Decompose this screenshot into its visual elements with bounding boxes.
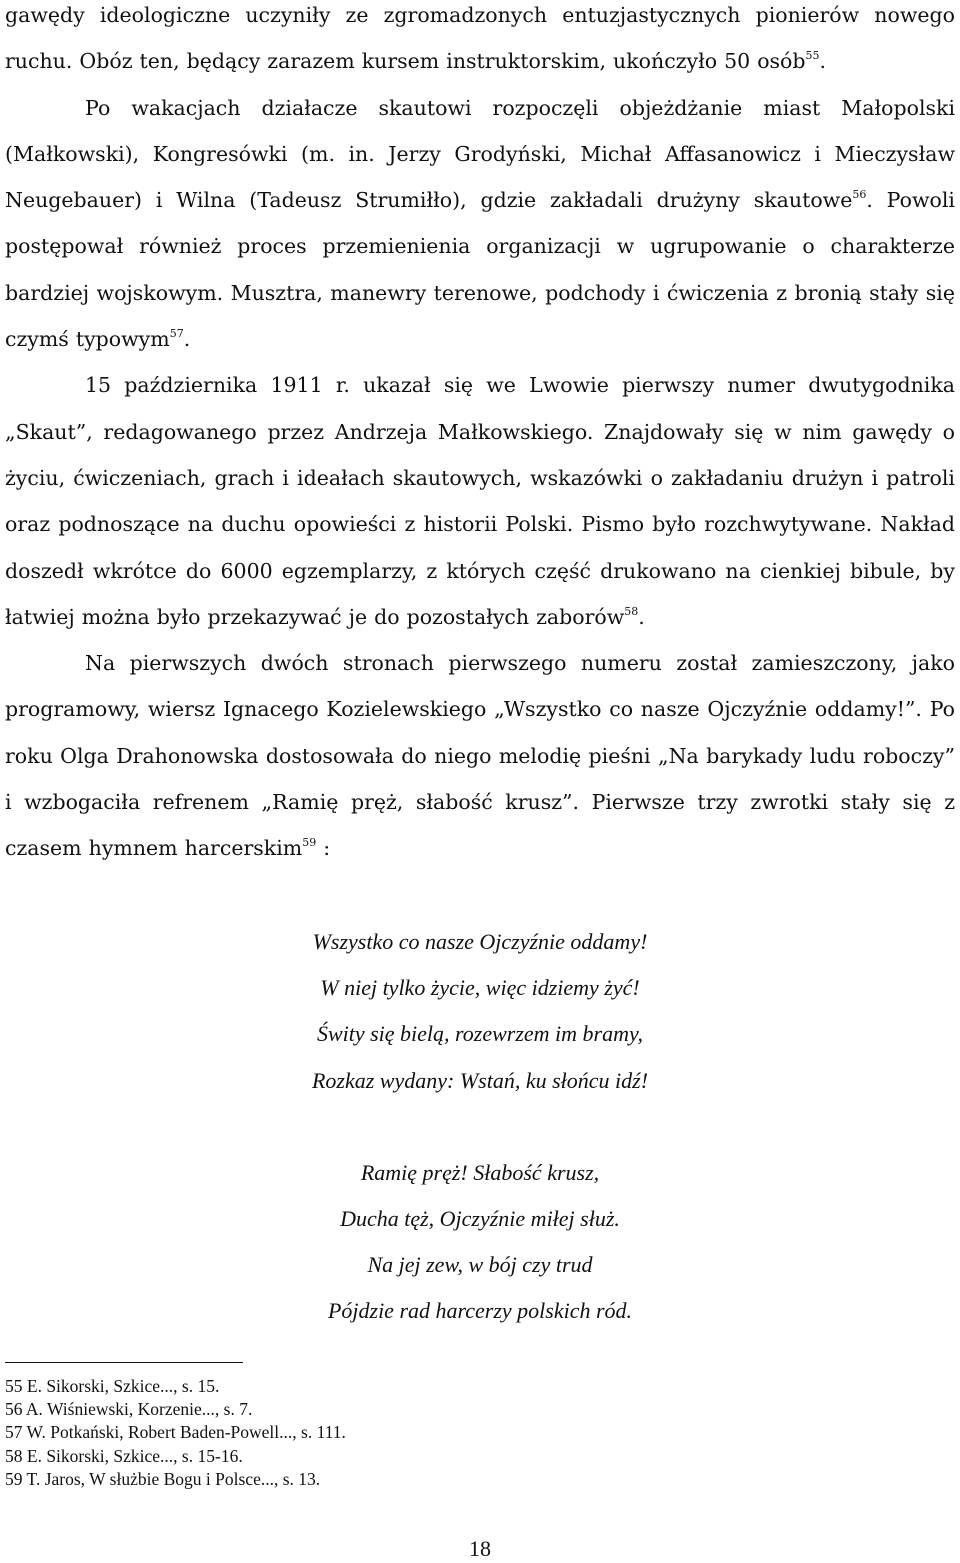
footnote-58: 58 E. Sikorski, Szkice..., s. 15-16. (5, 1445, 243, 1466)
footnote-ref-59[interactable]: 59 (302, 836, 317, 850)
poem-stanza-1 (0, 919, 960, 1104)
paragraph-2-end: . (183, 327, 191, 352)
page-number: 18 (469, 1536, 491, 1561)
footnote-57: 57 W. Potkański, Robert Baden-Powell..., s. 111. (5, 1422, 346, 1443)
footnote-ref-56[interactable]: 56 (852, 188, 867, 202)
footnote-ref-55[interactable]: 55 (805, 49, 820, 63)
footnote-separator (5, 1362, 243, 1363)
paragraph-3 (5, 362, 955, 640)
poem-line: Pójdzie rad harcerzy polskich ród. (327, 1298, 633, 1324)
footnote-59: 59 T. Jaros, W służbie Bogu i Polsce..., s. 13. (5, 1468, 321, 1489)
paragraph-2-text: Po wakacjach działacze skautowi rozpoczęli objeżdżanie miast Małopolski (Małkowski), Kongresówki (m. in. Jerzy Grodyński, Michał Affasanowicz i Mieczysław Neugebauer) i Wilna (Tadeusz Strumiłło), gdzie zakładali drużyny skautowe (5, 95, 955, 213)
paragraph-1-end: . (819, 49, 827, 74)
footnote-55: 55 E. Sikorski, Szkice..., s. 15. (5, 1376, 220, 1396)
paragraph-4-end: : (316, 836, 331, 861)
paragraph-3-end: . (638, 604, 645, 629)
poem-line: Rozkaz wydany: Wstań, ku słońcu idź! (311, 1067, 649, 1093)
paragraph-4-text: Na pierwszych dwóch stronach pierwszego numeru został zamieszczony, jako programowy, wiersz Ignacego Kozielewskiego „Wszystko co nasze Ojczyźnie oddamy!”. Po roku Olga Drahonowska dostosowała do niego melodię pieśni „Na barykady ludu roboczy” i wzbogaciła refrenem „Ramię pręż, słabość krusz”. Pierwsze trzy zwrotki stały się z czasem hymnem harcerskim (5, 651, 955, 861)
paragraph-4 (5, 640, 955, 871)
poem-line: Ramię pręż! Słabość krusz, (360, 1159, 600, 1185)
footnote-56: 56 A. Wiśniewski, Korzenie..., s. 7. (5, 1399, 253, 1420)
footnote-ref-58[interactable]: 58 (624, 604, 639, 618)
footnotes (5, 1375, 346, 1491)
paragraph-3-text: 15 października 1911 r. ukazał się we Lwowie pierwszy numer dwutygodnika „Skaut”, redagowanego przez Andrzeja Małkowskiego. Znajdowały się w nim gawędy o życiu, ćwiczeniach, grach i ideałach skautowych, wskazówki o zakładaniu drużyn i patroli oraz podnoszące na duchu opowieści z historii Polski. Pismo było rozchwytywane. Nakład doszedł wkrótce do 6000 egzemplarzy, z których część drukowano na cienkiej bibule, by łatwiej można było przekazywać je do pozostałych zaborów (5, 373, 955, 629)
body-text (5, 0, 955, 872)
footnote-ref-57[interactable]: 57 (169, 327, 184, 341)
poem (0, 919, 960, 1381)
paragraph-2 (5, 85, 955, 363)
paragraph-1-text: gawędy ideologiczne uczyniły ze zgromadzonych entuzjastycznych pionierów nowego ruchu. Obóz ten, będący zarazem kursem instruktorskim, ukończyło 50 osób (5, 3, 955, 74)
paragraph-1 (5, 0, 955, 85)
poem-line: W niej tylko życie, więc idziemy żyć! (320, 975, 640, 1001)
poem-line: Na jej zew, w bój czy trud (367, 1252, 593, 1278)
poem-line: Świty się bielą, rozewrzem im bramy, (316, 1021, 644, 1047)
paragraph-2-mid: . Powoli postępował również proces przemienienia organizacji w ugrupowanie o charakterze bardziej wojskowym. Musztra, manewry terenowe, podchody i ćwiczenia z bronią stały się czymś typowym (5, 188, 955, 352)
poem-line: Wszystko co nasze Ojczyźnie oddamy! (312, 929, 648, 954)
poem-line: Ducha tęż, Ojczyźnie miłej służ. (340, 1206, 620, 1232)
poem-stanza-2 (0, 1150, 960, 1335)
